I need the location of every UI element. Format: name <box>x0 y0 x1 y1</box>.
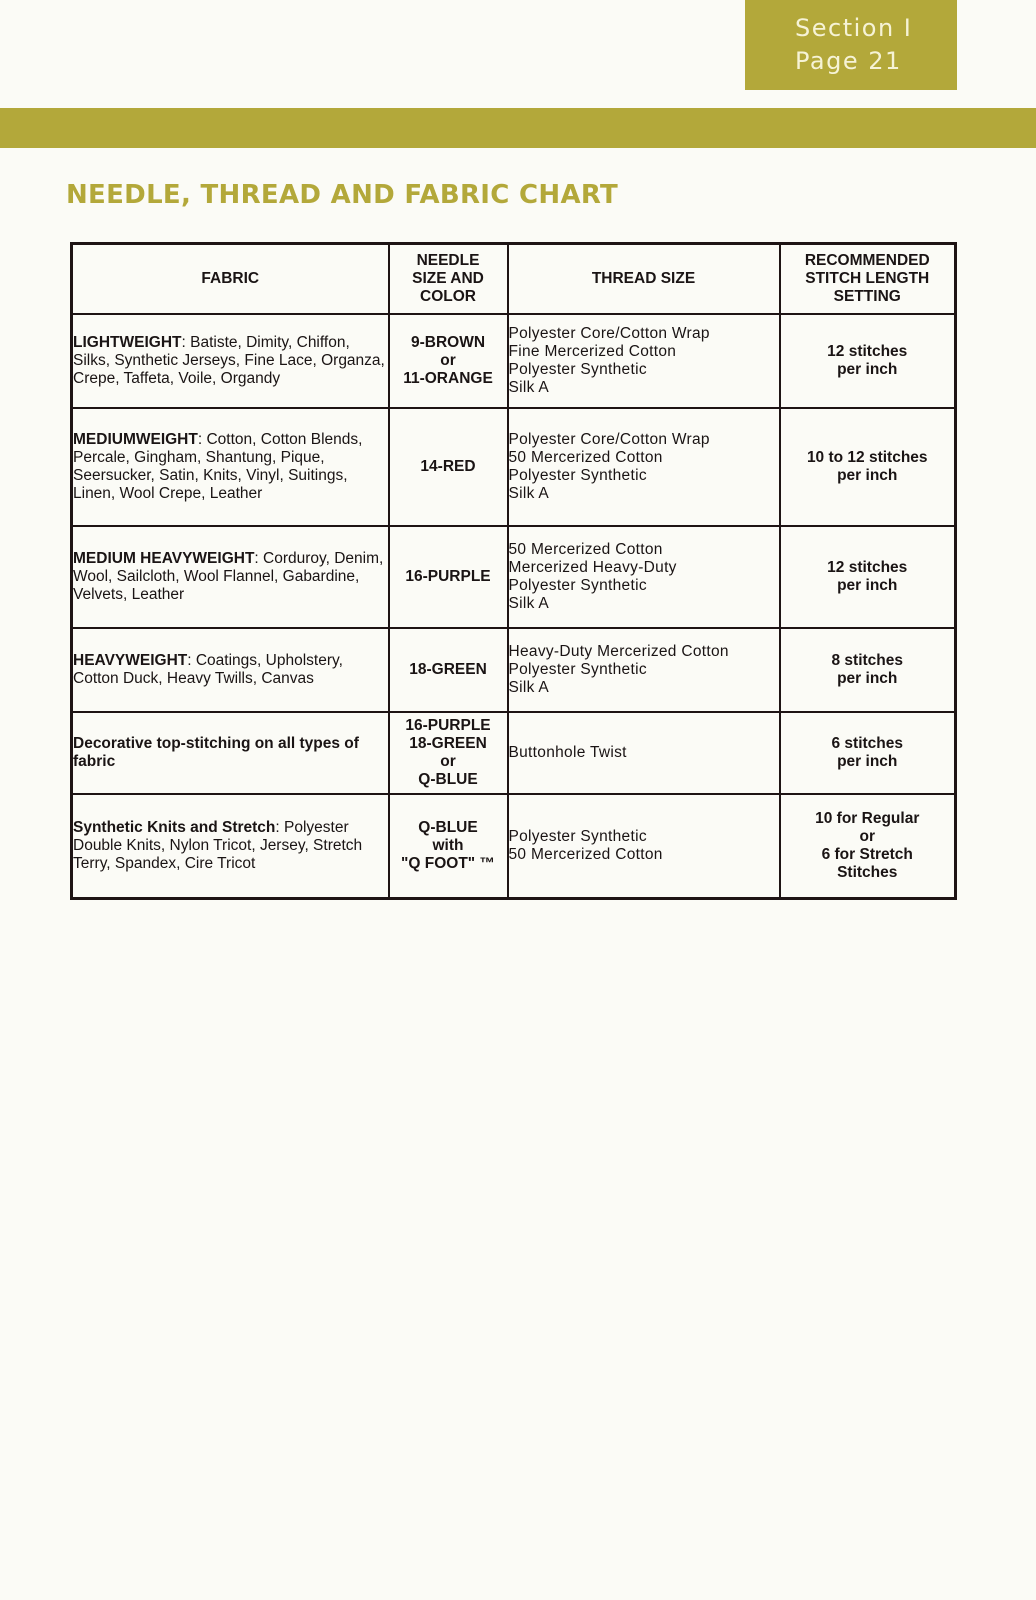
needle-cell: 16-PURPLE <box>389 526 508 628</box>
fabric-examples: : Cotton, Cotton Blends, Percale, Gingham, Shantung, Pique, Seersucker, Satin, Knits, Vinyl, Suitings, Linen, Wool Crepe, Leather <box>73 431 363 502</box>
thread-cell: Heavy-Duty Mercerized Cotton Polyester Synthetic Silk A <box>508 628 780 712</box>
fabric-category: LIGHTWEIGHT <box>73 334 182 351</box>
needle-cell: 18-GREEN <box>389 628 508 712</box>
fabric-examples: : Coatings, Upholstery, Cotton Duck, Heavy Twills, Canvas <box>73 652 343 687</box>
fabric-cell <box>72 712 389 794</box>
fabric-category: Decorative top-stitching on all types of fabric <box>73 735 359 770</box>
fabric-category: HEAVYWEIGHT <box>73 652 188 669</box>
fabric-cell <box>72 628 389 712</box>
fabric-examples: : Polyester Double Knits, Nylon Tricot, Jersey, Stretch Terry, Spandex, Cire Tricot <box>73 819 363 872</box>
section-label: Section I <box>795 14 913 42</box>
table-row <box>72 314 956 408</box>
thread-cell: Polyester Core/Cotton Wrap 50 Mercerized Cotton Polyester Synthetic Silk A <box>508 408 780 526</box>
header-band <box>0 108 1036 148</box>
table-row <box>72 794 956 899</box>
fabric-examples: : Corduroy, Denim, Wool, Sailcloth, Wool Flannel, Gabardine, Velvets, Leather <box>73 550 384 603</box>
thread-cell: Buttonhole Twist <box>508 712 780 794</box>
page-title: NEEDLE, THREAD AND FABRIC CHART <box>66 180 619 210</box>
thread-cell: 50 Mercerized Cotton Mercerized Heavy-Duty Polyester Synthetic Silk A <box>508 526 780 628</box>
thread-cell: Polyester Core/Cotton Wrap Fine Mercerized Cotton Polyester Synthetic Silk A <box>508 314 780 408</box>
table-header-row <box>72 244 956 315</box>
fabric-category: Synthetic Knits and Stretch <box>73 819 276 836</box>
table-row <box>72 408 956 526</box>
stitch-cell: 6 stitches per inch <box>780 712 956 794</box>
fabric-category: MEDIUM HEAVYWEIGHT <box>73 550 255 567</box>
stitch-cell: 8 stitches per inch <box>780 628 956 712</box>
needle-cell: 9-BROWN or 11-ORANGE <box>389 314 508 408</box>
fabric-cell <box>72 526 389 628</box>
table-row <box>72 526 956 628</box>
thread-cell: Polyester Synthetic 50 Mercerized Cotton <box>508 794 780 899</box>
needle-thread-fabric-table <box>70 242 957 900</box>
section-tab <box>745 0 957 90</box>
page-number: Page 21 <box>795 47 902 75</box>
stitch-cell: 12 stitches per inch <box>780 526 956 628</box>
table-row <box>72 628 956 712</box>
fabric-examples: : Batiste, Dimity, Chiffon, Silks, Synthetic Jerseys, Fine Lace, Organza, Crepe, Taffeta, Voile, Organdy <box>73 334 385 387</box>
stitch-cell: 12 stitches per inch <box>780 314 956 408</box>
needle-cell: 16-PURPLE 18-GREEN or Q-BLUE <box>389 712 508 794</box>
table-row <box>72 712 956 794</box>
needle-cell: Q-BLUE with "Q FOOT" ™ <box>389 794 508 899</box>
needle-cell: 14-RED <box>389 408 508 526</box>
stitch-cell: 10 for Regular or 6 for Stretch Stitches <box>780 794 956 899</box>
stitch-cell: 10 to 12 stitches per inch <box>780 408 956 526</box>
column-header-needle: NEEDLE SIZE AND COLOR <box>389 244 508 315</box>
column-header-thread: THREAD SIZE <box>508 244 780 315</box>
column-header-fabric: FABRIC <box>72 244 389 315</box>
fabric-cell <box>72 408 389 526</box>
fabric-cell <box>72 314 389 408</box>
fabric-cell <box>72 794 389 899</box>
column-header-stitch: RECOMMENDED STITCH LENGTH SETTING <box>780 244 956 315</box>
fabric-category: MEDIUMWEIGHT <box>73 431 198 448</box>
